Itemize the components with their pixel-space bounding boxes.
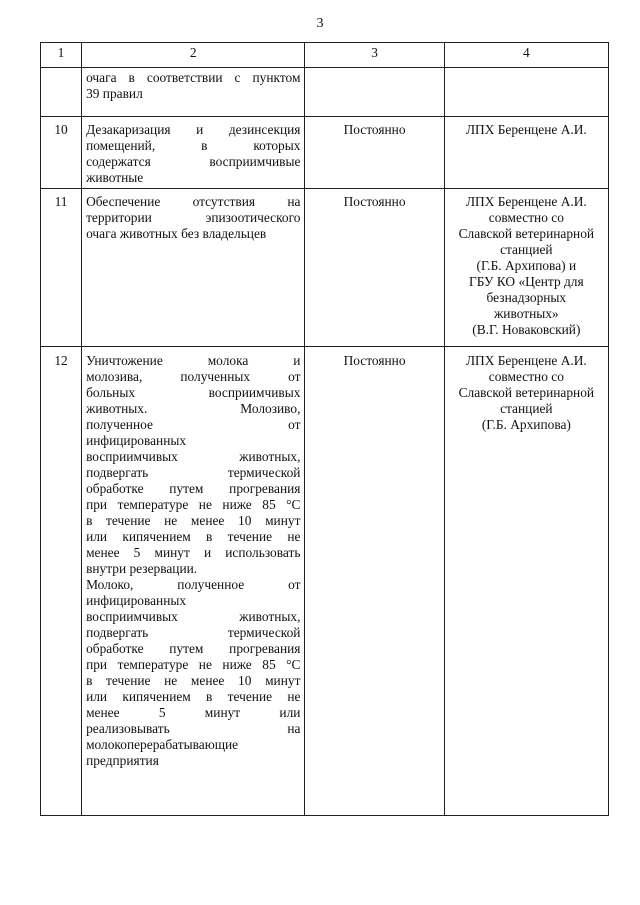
row-responsible-cell	[444, 117, 608, 189]
measure-line: обработке путем прогревания	[86, 481, 301, 496]
header-col-1: 1	[41, 43, 82, 68]
measure-line: инфицированных	[86, 433, 187, 448]
measure-line: предприятия	[86, 753, 159, 768]
measure-line: помещений, в которых	[86, 138, 301, 153]
row-term-cell	[305, 68, 444, 117]
measure-line: реализовывать на	[86, 721, 301, 736]
header-col-2: 2	[82, 43, 305, 68]
row-term-cell: Постоянно	[305, 117, 444, 189]
measure-line: подвергать термической	[86, 625, 301, 640]
row-term-cell: Постоянно	[305, 347, 444, 816]
measure-line: подвергать термической	[86, 465, 301, 480]
measure-line: при температуре не ниже 85 °С	[86, 657, 301, 672]
responsible-line: (В.Г. Новаковский)	[472, 322, 581, 337]
row-number-cell: 11	[41, 189, 82, 347]
measure-line: при температуре не ниже 85 °С	[86, 497, 301, 512]
measure-line: очага в соответствии с пунктом	[86, 70, 301, 85]
measure-line: полученное от	[86, 417, 301, 432]
table-row	[41, 347, 609, 816]
measure-line: восприимчивых животных,	[86, 449, 301, 464]
measure-line: Уничтожение молока и	[86, 353, 301, 368]
responsible-line: животных»	[494, 306, 559, 321]
measure-line: восприимчивых животных,	[86, 609, 301, 624]
measure-line: территории эпизоотического	[86, 210, 301, 225]
document-table	[40, 42, 609, 816]
measure-line: животные	[86, 170, 144, 185]
responsible-line: ЛПХ Беренцене А.И.	[465, 194, 587, 209]
measure-line: молокоперерабатывающие	[86, 737, 239, 752]
measure-line: или кипячением в течение не	[86, 529, 301, 544]
measure-line: Обеспечение отсутствия на	[86, 194, 301, 209]
responsible-line: станцией	[500, 401, 553, 416]
responsible-line: (Г.Б. Архипова) и	[476, 258, 577, 273]
measure-line: молозива, полученных от	[86, 369, 301, 384]
row-measure-cell	[82, 117, 305, 189]
measure-line: менее 5 минут или	[86, 705, 301, 720]
measure-line: очага животных без владельцев	[86, 226, 267, 241]
row-term-cell: Постоянно	[305, 189, 444, 347]
row-measure-cell	[82, 189, 305, 347]
responsible-line: станцией	[500, 242, 553, 257]
measure-line: обработке путем прогревания	[86, 641, 301, 656]
row-number-cell	[41, 68, 82, 117]
responsible-line: совместно со	[488, 210, 564, 225]
table-row	[41, 189, 609, 347]
header-col-3: 3	[305, 43, 444, 68]
row-responsible-cell	[444, 68, 608, 117]
row-measure-cell	[82, 68, 305, 117]
measure-line: содержатся восприимчивые	[86, 154, 301, 169]
measure-line: менее 5 минут и использовать	[86, 545, 301, 560]
responsible-line: совместно со	[488, 369, 564, 384]
measure-line: Молоко, полученное от	[86, 577, 301, 592]
header-col-4: 4	[444, 43, 608, 68]
responsible-line: Славской ветеринарной	[458, 226, 595, 241]
responsible-line: безнадзорных	[486, 290, 567, 305]
page-number: 3	[316, 16, 324, 31]
measure-line: в течение не менее 10 минут	[86, 513, 301, 528]
row-responsible-cell	[444, 347, 608, 816]
measure-line: внутри резервации.	[86, 561, 198, 576]
table-header-row	[41, 43, 609, 68]
measure-line: Дезакаризация и дезинсекция	[86, 122, 301, 137]
measure-line: или кипячением в течение не	[86, 689, 301, 704]
row-responsible-cell	[444, 189, 608, 347]
row-measure-cell	[82, 347, 305, 816]
measure-line: животных. Молозиво,	[86, 401, 301, 416]
table-row-continuation	[41, 68, 609, 117]
measure-line: 39 правил	[86, 86, 143, 101]
table-row	[41, 117, 609, 189]
responsible-line: (Г.Б. Архипова)	[481, 417, 571, 432]
responsible-line: ГБУ КО «Центр для	[469, 274, 584, 289]
measure-line: в течение не менее 10 минут	[86, 673, 301, 688]
responsible-line: ЛПХ Беренцене А.И.	[465, 353, 587, 368]
measure-line: больных восприимчивых	[86, 385, 301, 400]
responsible-line: Славской ветеринарной	[458, 385, 595, 400]
responsible-line: ЛПХ Беренцене А.И.	[465, 122, 587, 137]
measure-line: инфицированных	[86, 593, 187, 608]
row-number-cell: 10	[41, 117, 82, 189]
row-number-cell: 12	[41, 347, 82, 816]
